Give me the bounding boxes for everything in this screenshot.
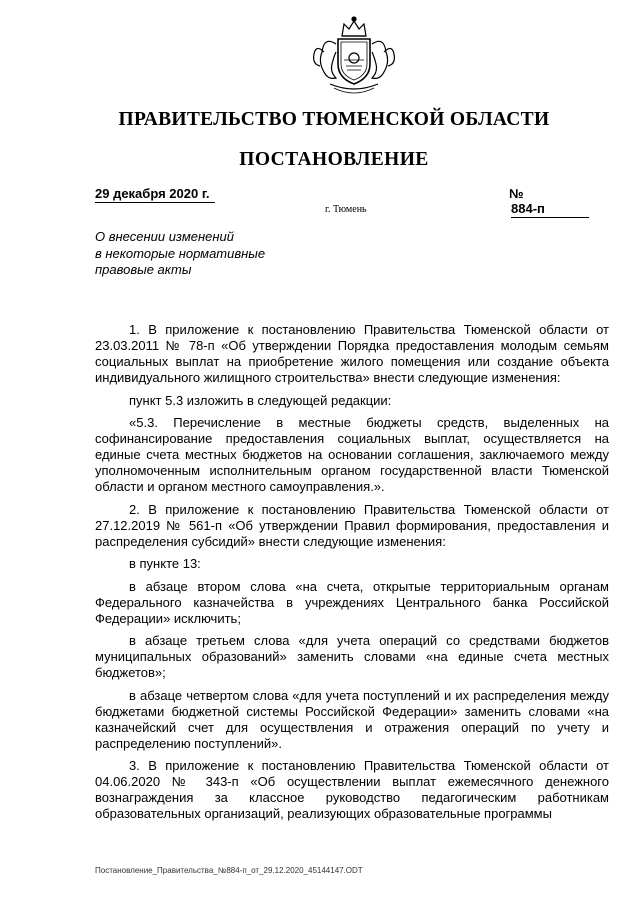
paragraph: в абзаце третьем слова «для учета операций со средствами бюджетов муниципальных образований» заменить словами «на единые счета местных бюджетов»;: [95, 633, 609, 680]
paragraph: 3. В приложение к постановлению Правительства Тюменской области от 04.06.2020 № 343-п «Об осуществлении выплат ежемесячного денежного вознаграждения за классное руководство педагогическим работникам образовательных организаций, реализующих образовательные программы: [95, 758, 609, 821]
city-label: г. Тюмень: [325, 204, 367, 215]
paragraph: в пункте 13:: [129, 556, 201, 571]
document-date: 29 декабря 2020 г.: [95, 186, 215, 203]
paragraph: 1. В приложение к постановлению Правительства Тюменской области от 23.03.2011 № 78-п «Об утверждении Порядка предоставления молодым семьям социальных выплат на приобретение жилого помещения или создание объекта индивидуального жилищного строительства» внести следующие изменения:: [95, 322, 609, 385]
number-sign: №: [509, 186, 524, 201]
number-value: 884-п: [511, 201, 589, 218]
paragraph: 2. В приложение к постановлению Правительства Тюменской области от 27.12.2019 № 561-п «Об утверждении Правил формирования, предоставления и распределения субсидий» внести следующие изменения:: [95, 501, 609, 549]
document-number: [509, 186, 605, 218]
document-subject: [95, 229, 315, 279]
paragraph: в абзаце четвертом слова «для учета поступлений и их распределения между бюджетами бюджетной системы Российской Федерации» заменить словами «на казначейский счет для осуществления и отражения операций по учету и распределению поступлений».: [95, 687, 609, 751]
footer-filename: Постановление_Правительства_№884-п_от_29.12.2020_45144147.ODT: [95, 866, 363, 875]
document-body: [95, 322, 609, 829]
tyumen-coat-of-arms-icon: [300, 14, 408, 100]
subject-line: О внесении изменений: [95, 229, 234, 244]
paragraph: в абзаце втором слова «на счета, открытые территориальным органам Федерального казначейства в учреждениях Центрального банка Российской Федерации» исключить;: [95, 578, 609, 626]
subject-line: в некоторые нормативные: [95, 245, 266, 261]
paragraph: «5.3. Перечисление в местные бюджеты средств, выделенных на софинансирование предоставления социальных выплат, осуществляется на единые счета местных бюджетов на основании соглашения, заключаемого между уполномоченным исполнительным органом государственной власти Тюменской области и органом местного самоуправления.».: [95, 415, 609, 494]
subject-line: правовые акты: [95, 262, 192, 277]
paragraph: пункт 5.3 изложить в следующей редакции:: [129, 392, 392, 408]
document-type-title: ПОСТАНОВЛЕНИЕ: [239, 149, 429, 170]
organization-title: ПРАВИТЕЛЬСТВО ТЮМЕНСКОЙ ОБЛАСТИ: [118, 109, 550, 130]
